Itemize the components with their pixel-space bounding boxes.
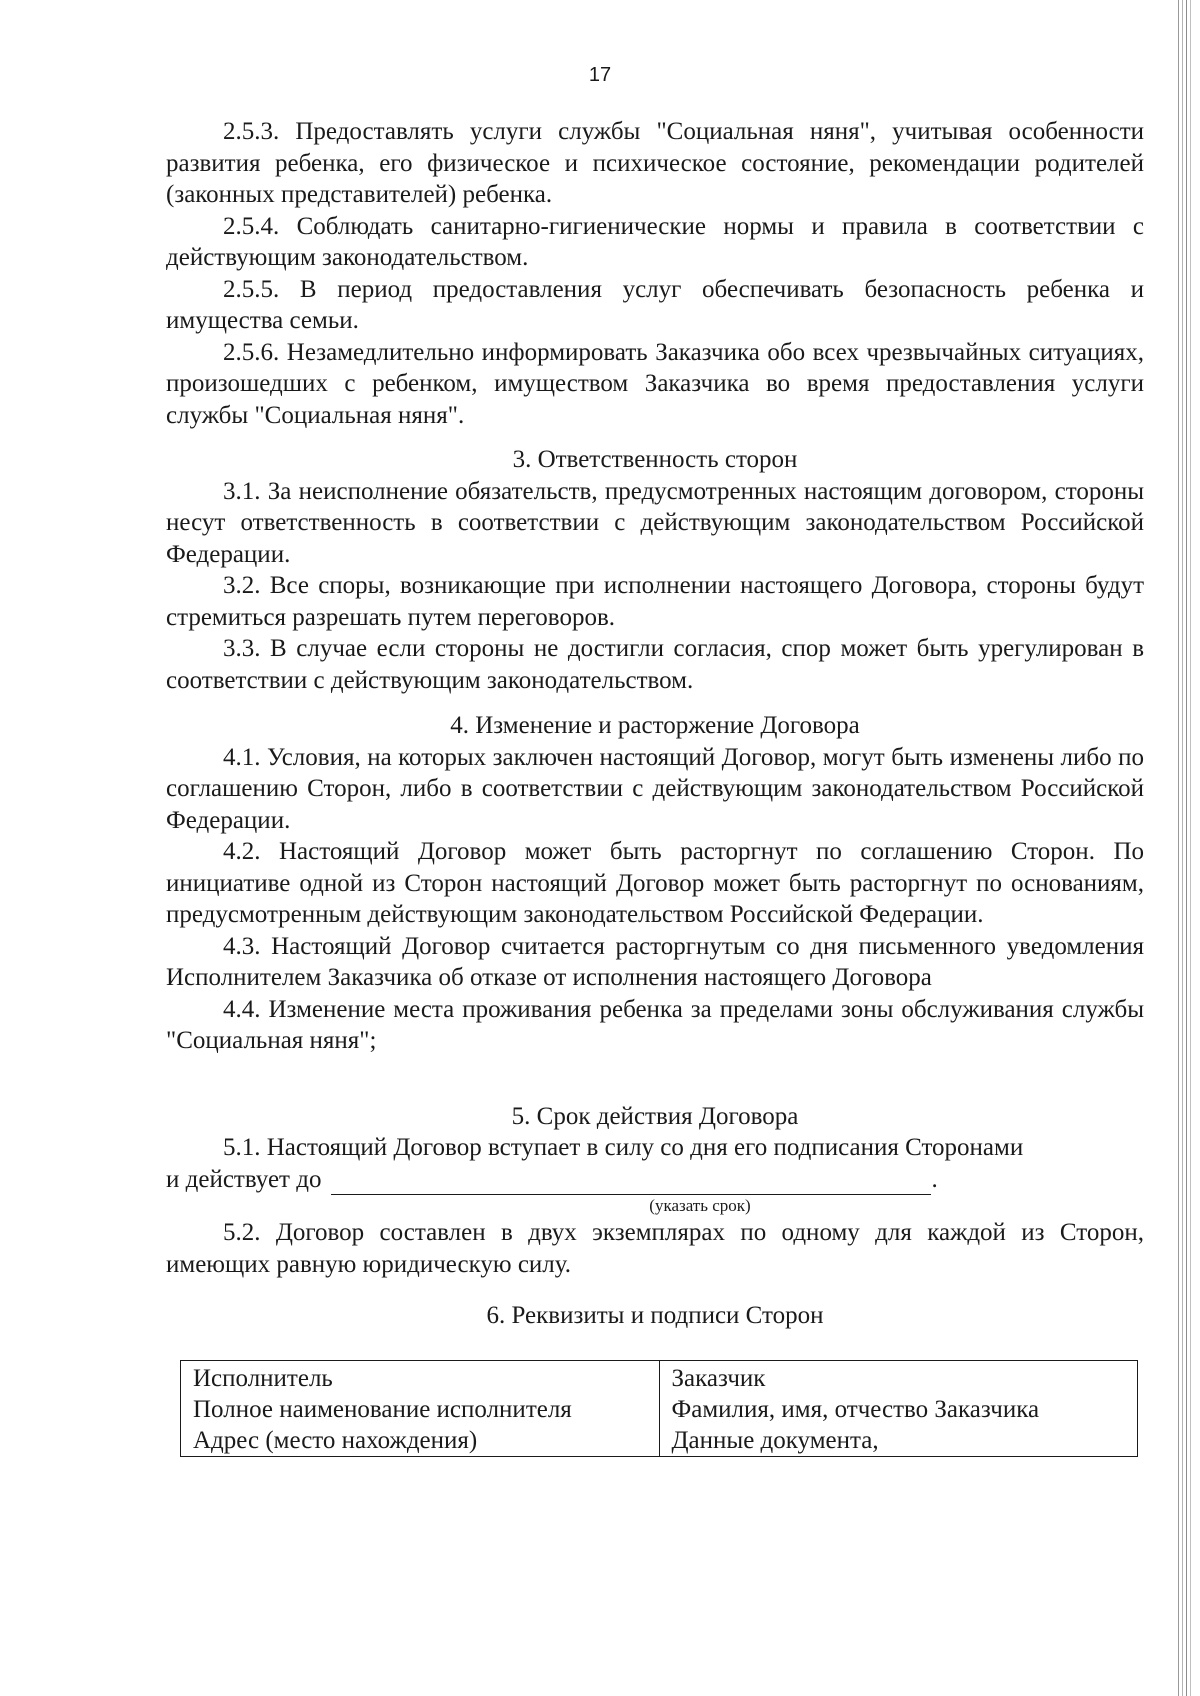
- requisites-executor-cell: [181, 1360, 660, 1456]
- term-fill-caption: (указать срок): [649, 1196, 751, 1215]
- scan-edge-lines: [1178, 0, 1192, 1696]
- clause-4-4: 4.4. Изменение места проживания ребенка за пределами зоны обслуживания службы "Социальная няня";: [166, 995, 1144, 1054]
- clause-3-2: 3.2. Все споры, возникающие при исполнении настоящего Договора, стороны будут стремиться разрешать путем переговоров.: [166, 572, 1144, 631]
- customer-full-name-label: Фамилия, имя, отчество Заказчика: [671, 1395, 1040, 1423]
- clause-2-5-5: 2.5.5. В период предоставления услуг обеспечивать безопасность ребенка и имущества семьи.: [166, 275, 1144, 334]
- section-heading-5: 5. Срок действия Договора: [511, 1102, 799, 1130]
- page-number: 17: [588, 64, 612, 86]
- clause-4-2: 4.2. Настоящий Договор может быть расторгнут по соглашению Сторон. По инициативе одной из Сторон настоящий Договор может быть расторгнут по основаниям, предусмотренным действующим законодательством Российской Федерации.: [166, 838, 1144, 928]
- clause-2-5-6: 2.5.6. Незамедлительно информировать Заказчика обо всех чрезвычайных ситуациях, произошедших с ребенком, имуществом Заказчика во время предоставления услуги службы "Социальная няня".: [166, 338, 1144, 429]
- clause-4-3: 4.3. Настоящий Договор считается расторгнутым со дня письменного уведомления Исполнителем Заказчика об отказе от исполнения настоящего Договора: [166, 932, 1144, 991]
- executor-address-label: Адрес (место нахождения): [193, 1426, 478, 1454]
- term-fill-row: [166, 1164, 1144, 1196]
- customer-title: Заказчик: [671, 1364, 766, 1392]
- clause-2-5-4: 2.5.4. Соблюдать санитарно-гигиенические нормы и правила в соответствии с действующим законодательством.: [166, 212, 1144, 271]
- document-body: [166, 116, 1144, 1457]
- term-fill-end: .: [931, 1165, 938, 1193]
- clause-3-1: 3.1. За неисполнение обязательств, предусмотренных настоящим договором, стороны несут ответственность в соответствии с действующим законодательством Российской Федерации.: [166, 477, 1144, 568]
- customer-document-label: Данные документа,: [671, 1426, 879, 1454]
- clause-5-1: 5.1. Настоящий Договор вступает в силу со дня его подписания Сторонами: [223, 1134, 1024, 1161]
- clause-2-5-3: 2.5.3. Предоставлять услуги службы "Социальная няня", учитывая особенности развития ребенка, его физическое и психическое состояние, рекомендации родителей (законных представителей) ребенка.: [166, 118, 1144, 208]
- clause-5-2: 5.2. Договор составлен в двух экземплярах по одному для каждой из Сторон, имеющих равную юридическую силу.: [166, 1219, 1144, 1278]
- section-heading-4: 4. Изменение и расторжение Договора: [450, 712, 860, 739]
- executor-full-name-label: Полное наименование исполнителя: [193, 1395, 572, 1423]
- term-fill-line: [331, 1172, 931, 1195]
- term-fill-prefix: и действует до: [166, 1165, 322, 1193]
- table-row: [181, 1360, 1138, 1456]
- requisites-customer-cell: [659, 1360, 1138, 1456]
- requisites-table: [180, 1360, 1138, 1457]
- clause-4-1: 4.1. Условия, на которых заключен настоящий Договор, могут быть изменены либо по соглашению Сторон, либо в соответствии с действующим законодательством Российской Федерации.: [166, 743, 1144, 834]
- section-heading-6: 6. Реквизиты и подписи Сторон: [486, 1302, 824, 1329]
- executor-title: Исполнитель: [193, 1364, 333, 1392]
- section-heading-3: 3. Ответственность сторон: [512, 446, 798, 473]
- clause-3-3: 3.3. В случае если стороны не достигли согласия, спор может быть урегулирован в соответствии с действующим законодательством.: [166, 635, 1144, 694]
